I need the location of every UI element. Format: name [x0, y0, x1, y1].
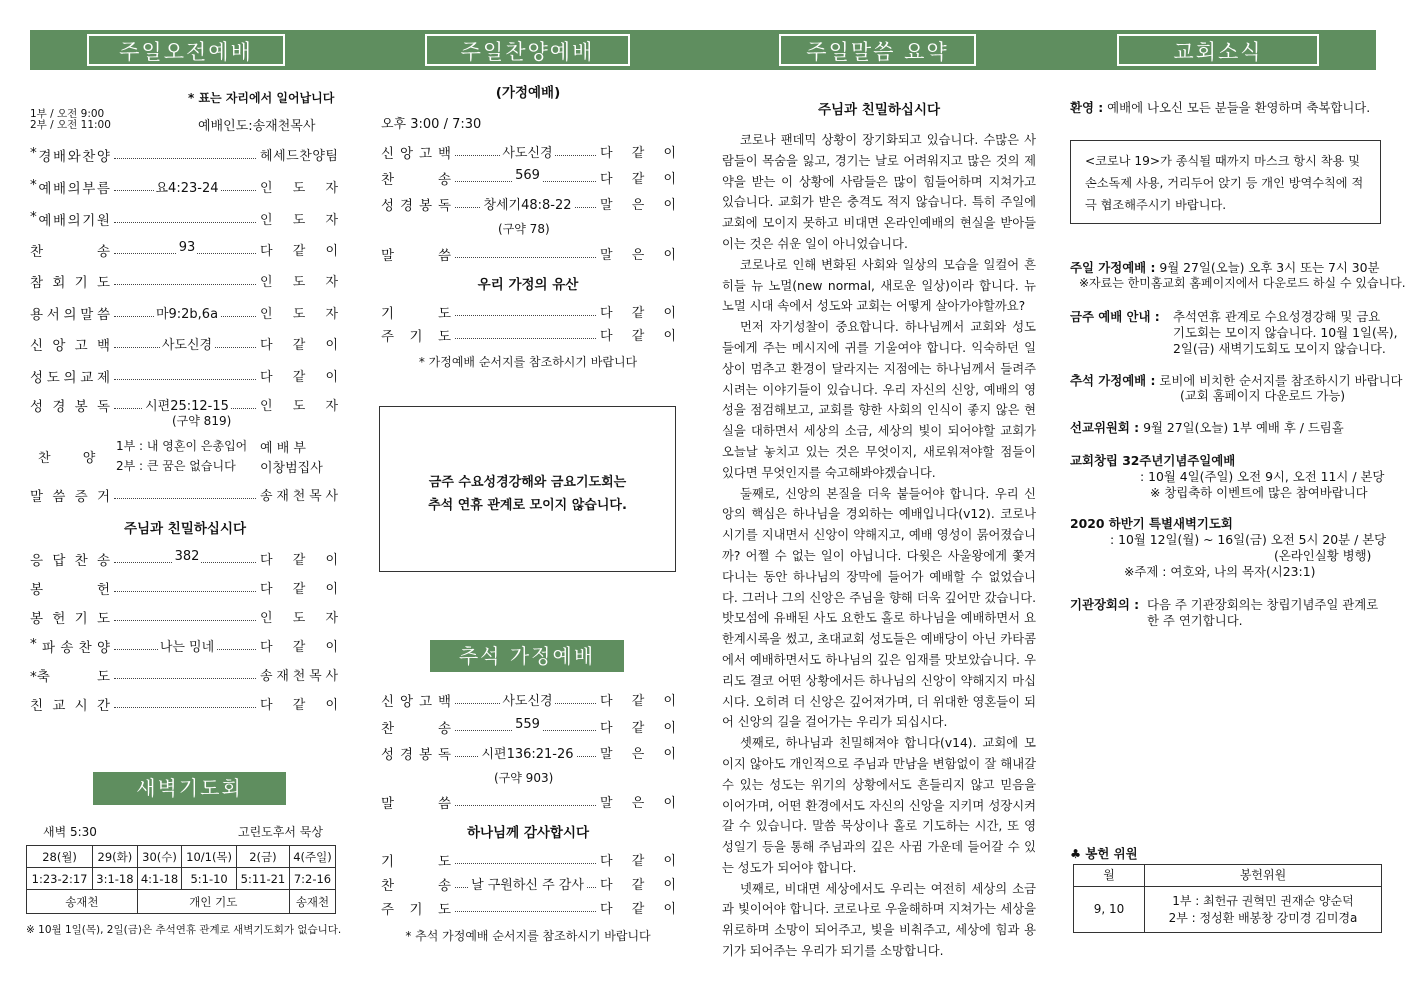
- choir-second: 2부 : 큰 꿈은 없습니다: [116, 459, 236, 473]
- dawn-day: 29(화): [93, 846, 138, 868]
- order-item-detail-text: 창세기48:8-22: [483, 198, 572, 213]
- dawn-schedule-table: [26, 845, 336, 914]
- sermon-paragraph: 코로나 팬데믹 상황이 장기화되고 있습니다. 수많은 사람들이 목숨을 잃고, 경기는 날로 어려워지고 많은 것의 제약을 받는 이 상황에 사람들은 많이 힘들어하며 지쳐가고 있습니다. 교회가 받은 충격도 적지 않습니다. 특히 주일에 교회에 모이지 못하고 비대면 온라인예배의 현실을 받아들이는 것은 쉬운 일이 아니었습니다.: [722, 133, 1036, 251]
- order-item-detail-text: 시편136:21-26: [481, 747, 574, 762]
- sermon-paragraph: 셋째로, 하나님과 친밀해져야 합니다(v14). 교회에 모이지 않아도 개인적으로 주님과 만남을 변함없이 잘 해내갈 수 있는 성도는 위기의 상황에서도 흔들리지 않고 믿음을 이어가며, 어떤 환경에서도 자신의 신앙을 지키며 성장시켜갈 수 있습니다. 말씀 묵상이나 홀로 기도하는 시간, 또 영성일기 등을 통해 주님과의 깊은 사귐 가운데 들어갈 수 있는 성도가 되어야 합니다.: [722, 736, 1036, 875]
- order-item: [378, 244, 678, 262]
- order-item-person: 다 같 이: [260, 640, 338, 655]
- order-item-person: 다 같 이: [600, 902, 676, 917]
- order-item-label: * 예 배 의 부 름: [30, 177, 110, 197]
- order-item: [378, 142, 678, 160]
- order-item: [30, 665, 340, 683]
- order-item-detail-text: 요4:23-24: [155, 181, 219, 196]
- order-item: [30, 303, 340, 321]
- order-item-label: 말 씀: [381, 248, 451, 264]
- order-item-label: 말 씀: [381, 796, 451, 812]
- order-item: [378, 792, 678, 810]
- order-item-person: 다 같 이: [600, 878, 676, 893]
- order-item: [378, 743, 678, 761]
- order-item-label: 찬 송: [30, 244, 110, 260]
- chuseok-news-text: 로비에 비치한 순서지를 참조하시기 바랍니다: [1159, 373, 1403, 388]
- family-worship-text: 9월 27일(오늘) 오후 3시 또는 7시 30분: [1159, 260, 1380, 275]
- sermon-paragraph: 넷째로, 비대면 세상에서도 우리는 여전히 세상의 소금과 빛이어야 합니다. 코로나로 우울해하며 지쳐가는 세상을 위로하며 소망이 되어주고, 빛을 비춰주고, 세상에 힘과 용기가 되어주는 우리가 되기를 소망합니다.: [722, 881, 1036, 959]
- order-item-detail: [114, 549, 260, 564]
- order-item-detail-text: 93: [178, 240, 196, 255]
- stand-note: * 표는 자리에서 일어납니다: [188, 91, 335, 105]
- offering-members: 1부 : 최헌규 권혁민 권재순 양순덕: [1172, 893, 1354, 908]
- morning-worship-column: [30, 80, 340, 760]
- order-item-detail: [455, 142, 600, 161]
- order-item: [30, 636, 340, 654]
- family-worship-subtitle: (가정예배): [495, 85, 561, 101]
- leader-dots: [455, 863, 596, 864]
- dawn-prayer-title: 새벽기도회: [93, 772, 286, 805]
- order-item: [378, 302, 678, 320]
- offering-month: 9, 10: [1074, 887, 1145, 933]
- leader-dots: [114, 222, 256, 223]
- leader-dots: [455, 805, 596, 806]
- order-item: [30, 271, 340, 289]
- order-item-label: * 예 배 의 기 원: [30, 209, 110, 229]
- sermon-paragraph: 코로나로 인해 변화된 사회와 일상의 모습을 일컬어 흔히들 뉴 노멀(new normal, 새로운 일상)이라 합니다. 뉴 노멀 시대 속에서 성도와 교회는 어떻게 살아가야할까요?: [722, 257, 1036, 314]
- order-item-person: 다 같 이: [600, 306, 676, 321]
- offering-title: ♣ 봉헌 위원: [1070, 846, 1138, 861]
- offering-head-members: 봉헌위원: [1145, 865, 1382, 887]
- order-item: [378, 717, 678, 735]
- sermon-title: 주님과 친밀하십시다: [123, 521, 247, 537]
- order-item: [378, 168, 678, 186]
- family-worship-label: 주일 가정예배 :: [1070, 260, 1156, 275]
- order-item-person: 다 같 이: [260, 338, 338, 353]
- sermon-summary-body: [722, 130, 1036, 959]
- chuseok-subtitle: 하나님께 감사합시다: [466, 825, 590, 841]
- anniversary-note: ※ 창립축하 이벤트에 많은 참여바랍니다: [1150, 485, 1368, 500]
- leader-dots: [114, 678, 256, 679]
- order-item: [30, 694, 340, 712]
- order-item-detail-text: 559: [515, 717, 540, 732]
- order-item-detail-text: 382: [174, 549, 200, 564]
- order-item-person: 인 도 자: [260, 275, 338, 290]
- mission-label: 선교위원회 :: [1070, 420, 1140, 435]
- order-item-person: 인 도 자: [260, 399, 338, 414]
- order-item: [30, 485, 340, 503]
- dawn-day: 30(수): [137, 846, 182, 868]
- order-item-label: 봉 헌 기 도: [30, 611, 110, 627]
- service-times: 1부 / 오전 9:00 2부 / 오전 11:00: [30, 108, 111, 131]
- order-item-detail: [114, 177, 260, 196]
- order-item-person: 인 도 자: [260, 611, 338, 626]
- dawn-leader: 개인 기도: [137, 890, 289, 914]
- this-week-line: 2일(금) 새벽기도회도 모이지 않습니다.: [1173, 341, 1386, 356]
- order-item-person: 인 도 자: [260, 307, 338, 322]
- order-item-label: *축 도: [30, 669, 110, 685]
- order-item-label: 기 도: [381, 854, 451, 870]
- reading-note: (구약 819): [172, 414, 232, 428]
- order-item-person: 다 같 이: [600, 694, 676, 709]
- order-item-detail: [114, 636, 260, 655]
- choir-label: 찬 양: [38, 451, 110, 466]
- leaders-meeting-label: 기관장회의 :: [1070, 597, 1140, 612]
- leader-dots: [455, 338, 596, 339]
- order-item: [30, 240, 340, 258]
- dawn-leader: 송재천: [27, 890, 138, 914]
- order-item-person: 다 같 이: [600, 721, 676, 736]
- order-item-person: 다 같 이: [260, 553, 338, 568]
- leader-dots: [455, 315, 596, 316]
- sermon-paragraph: 먼저 자기성찰이 중요합니다. 하나님께서 교회와 성도들에게 주는 메시지에 귀를 기울여야 합니다. 익숙하던 일상이 멈추고 환경이 달라지는 지점에는 하나님께서 들려주시려는 이야기들이 있습니다. 우리 자신의 신앙, 예배의 영성을 점검해보고, 교회를 향한 사회의 인식이 좋지 않은 현실을 대하면서 세상의 소금, 세상의 빛이 되어야할 교회가 오늘날 놓치고 있는 것은 무엇이지, 새로워져야할 점들이 있다면 무엇인지를 숙고해봐야겠습니다.: [722, 320, 1036, 480]
- chuseok-news-note: (교회 홈페이지 다운로드 가능): [1180, 388, 1346, 403]
- dawn-verse: 4:1-18: [137, 868, 182, 890]
- order-item-label: 성 경 봉 독: [381, 747, 451, 763]
- dawn-verse: 7:2-16: [289, 868, 335, 890]
- order-item-detail-text: 마9:2b,6a: [155, 307, 219, 322]
- order-item-detail: [455, 194, 600, 213]
- header-church-news: 교회소식: [1117, 34, 1319, 66]
- dawn-note: ※ 10월 1일(목), 2일(금)은 추석연휴 관계로 새벽기도회가 없습니다.: [26, 924, 342, 936]
- leader-dots: [114, 284, 256, 285]
- order-item: [30, 209, 340, 227]
- order-item-detail: [455, 717, 600, 732]
- order-item-detail-text: 사도신경: [502, 694, 553, 709]
- order-item-label: 신 앙 고 백: [30, 338, 110, 354]
- order-item-person: 다 같 이: [260, 698, 338, 713]
- anniversary-label: 교회창립 32주년기념주일예배: [1070, 453, 1236, 468]
- this-week-line: 기도회는 모이지 않습니다. 10월 1일(목),: [1173, 325, 1398, 340]
- order-item-label: * 파 송 찬 양: [30, 636, 110, 656]
- order-item-detail: [114, 334, 260, 353]
- order-item-detail-text: 나는 밍네: [159, 640, 215, 655]
- leaders-meeting-text: 한 주 연기합니다.: [1147, 613, 1243, 628]
- order-item: [378, 898, 678, 916]
- order-item-label: 성 도 의 교 제: [30, 370, 110, 386]
- chuseok-title: 추석 가정예배: [430, 640, 624, 672]
- order-item-person: 말 은 이: [600, 248, 676, 263]
- order-item-person: 다 같 이: [600, 146, 676, 161]
- header-sermon-summary: 주일말씀 요약: [779, 34, 976, 66]
- chuseok-column: [378, 680, 678, 950]
- leaders-meeting-text: 다음 주 기관장회의는 창립기념주일 관계로: [1147, 597, 1379, 612]
- special-dawn-text: : 10월 12일(월) ~ 16일(금) 오전 5시 20분 / 본당: [1110, 532, 1387, 547]
- dawn-book: 고린도후서 묵상: [238, 825, 323, 839]
- dawn-day: 2(금): [236, 846, 289, 868]
- leader-dots: [114, 591, 256, 592]
- notice-box: 금주 수요성경강해와 금요기도회는 추석 연휴 관계로 모이지 않습니다.: [379, 406, 676, 572]
- order-item-person: 인 도 자: [260, 181, 338, 196]
- order-item-label: 성 경 봉 독: [30, 399, 110, 415]
- leader-dots: [114, 707, 256, 708]
- order-item-label: 찬 송: [381, 878, 451, 894]
- order-item-detail-text: 시편25:12-15: [145, 399, 229, 414]
- order-item-person: 송 재 천 목 사: [260, 489, 338, 504]
- choir-second-person: 이창범집사: [260, 461, 323, 476]
- anniversary-text: : 10월 4일(주일) 오전 9시, 오전 11시 / 본당: [1140, 469, 1385, 484]
- order-item: [378, 194, 678, 212]
- order-item-label: 말 씀 증 거: [30, 489, 110, 505]
- order-item-person: 다 같 이: [600, 172, 676, 187]
- welcome-text: 예배에 나오신 모든 분들을 환영하며 축복합니다.: [1107, 100, 1371, 115]
- order-item-person: 말 은 이: [600, 796, 676, 811]
- choir-first-person: 예 배 부: [260, 441, 306, 456]
- order-item-person: 다 같 이: [260, 582, 338, 597]
- order-item-label: 봉 헌: [30, 582, 110, 598]
- offering-head-month: 월: [1074, 865, 1145, 887]
- special-dawn-label: 2020 하반기 특별새벽기도회: [1070, 516, 1233, 531]
- leader-dots: [455, 911, 596, 912]
- order-item: [378, 325, 678, 343]
- special-dawn-theme: ※주제 : 여호와, 나의 목자(시23:1): [1124, 564, 1316, 579]
- order-item-label: 신 앙 고 백: [381, 694, 451, 710]
- choir-first: 1부 : 내 영혼이 은총입어: [116, 439, 248, 453]
- leader-dots: [114, 158, 256, 159]
- order-item-detail: [114, 303, 260, 322]
- dawn-leader: 송재천: [289, 890, 335, 914]
- mission-text: 9월 27일(오늘) 1부 예배 후 / 드림홀: [1143, 420, 1344, 435]
- order-item-person: 인 도 자: [260, 213, 338, 228]
- order-item: [30, 549, 340, 567]
- order-item: [30, 578, 340, 596]
- order-item-label: 용 서 의 말 씀: [30, 307, 110, 323]
- dawn-time: 새벽 5:30: [43, 825, 97, 839]
- chuseok-note: * 추석 가정예배 순서지를 참조하시기 바랍니다: [405, 929, 651, 943]
- order-item-person: 다 같 이: [260, 370, 338, 385]
- order-item: [30, 145, 340, 163]
- order-item-person: 다 같 이: [600, 854, 676, 869]
- sermon-paragraph: 둘째로, 신앙의 본질을 더욱 붙들어야 합니다. 우리 신앙의 핵심은 하나님을 경외하는 예배입니다(v12). 코로나 시기를 지내면서 신앙이 약해지고, 예배 영성이 묽어졌습니까? 어쩔 수 없는 일이 아닙니다. 다윗은 사울왕에게 쫓겨다니는 동안 하나님의 장막에 들어가 예배할 수 없었습니다. 그러나 그의 신앙은 주님을 향해 더욱 깊어만 갔습니다. 밧모섬에 유배된 사도 요한도 홀로 하나님을 예배하면서 요한계시록을 썼고, 초대교회 성도들은 예배당이 아닌 카타콤에서 예배하면서도 하나님의 깊은 임재를 맛보았습니다. 우리도 결코 어떤 상황에서든 하나님의 신앙이 약해지지 마십시다. 오히려 더 신앙은 깊어져가며, 더 위대한 영혼들이 되어 신앙의 길을 걸어가는 우리가 되십시다.: [722, 486, 1036, 730]
- leader-dots: [114, 620, 256, 621]
- order-item-detail: [455, 168, 600, 183]
- header-morning-worship: 주일오전예배: [87, 34, 285, 66]
- special-dawn-online: (온라인실황 병행): [1274, 548, 1372, 563]
- order-item-detail-text: 사도신경: [161, 338, 213, 353]
- dawn-verse: 5:11-21: [236, 868, 289, 890]
- order-item-label: 찬 송: [381, 172, 451, 188]
- order-item-label: 친 교 시 간: [30, 698, 110, 714]
- welcome-label: 환영 :: [1070, 100, 1104, 115]
- order-item-label: * 경 배 와 찬 양: [30, 145, 110, 165]
- order-item: [378, 690, 678, 708]
- order-item-label: 참 회 기 도: [30, 275, 110, 291]
- praise-reading-note: (구약 78): [498, 222, 550, 236]
- news-column: [1070, 0, 1406, 992]
- praise-time: 오후 3:00 / 7:30: [381, 117, 482, 132]
- order-item-label: 성 경 봉 독: [381, 198, 451, 214]
- offering-table: [1073, 864, 1382, 933]
- order-item-person: 다 같 이: [600, 329, 676, 344]
- order-item-label: 응 답 찬 송: [30, 553, 110, 569]
- order-item-detail: [114, 240, 260, 255]
- praise-title: 우리 가정의 유산: [477, 277, 579, 293]
- leader-dots: [114, 498, 256, 499]
- order-item-detail-text: 날 구원하신 주 감사: [471, 878, 584, 893]
- order-item-detail-text: 사도신경: [502, 146, 553, 161]
- order-item: [378, 850, 678, 868]
- order-item-person: 말 은 이: [600, 198, 676, 213]
- offering-members: 2부 : 정성환 배봉창 강미경 김미경a: [1168, 910, 1358, 925]
- chuseok-news-label: 추석 가정예배 :: [1070, 373, 1156, 388]
- dawn-day: 28(월): [27, 846, 93, 868]
- praise-note: * 가정예배 순서지를 참조하시기 바랍니다: [418, 355, 638, 369]
- order-item-label: 주 기 도: [381, 329, 451, 345]
- sermon-summary-title: 주님과 친밀하십시다: [817, 102, 941, 118]
- leader-dots: [455, 257, 596, 258]
- dawn-day: 4(주일): [289, 846, 335, 868]
- order-item-label: 신 앙 고 백: [381, 146, 451, 162]
- header-praise-worship: 주일찬양예배: [425, 34, 630, 66]
- order-item-detail-text: 569: [515, 168, 540, 183]
- order-item-person: 말 은 이: [600, 747, 676, 762]
- order-item-label: 기 도: [381, 306, 451, 322]
- order-item: [30, 177, 340, 195]
- worship-leader: 예배인도:송재천목사: [198, 119, 316, 134]
- order-item-person: 헤 세 드 찬 양 팀: [260, 149, 338, 164]
- order-item: [378, 874, 678, 892]
- dawn-verse: 5:1-10: [182, 868, 237, 890]
- dawn-verse: 3:1-18: [93, 868, 138, 890]
- order-item-detail: [455, 743, 600, 762]
- leader-dots: [114, 379, 256, 380]
- dawn-day: 10/1(목): [182, 846, 237, 868]
- order-item: [30, 395, 340, 413]
- order-item-label: 주 기 도: [381, 902, 451, 918]
- order-item-detail: [455, 874, 600, 893]
- order-item: [30, 366, 340, 384]
- order-item-label: 찬 송: [381, 721, 451, 737]
- order-item-person: 송 재 천 목 사: [260, 669, 338, 684]
- family-worship-note: ※자료는 한미홈교회 홈페이지에서 다운로드 하실 수 있습니다.: [1079, 276, 1406, 290]
- dawn-verse: 1:23-2:17: [27, 868, 93, 890]
- this-week-label: 금주 예배 안내 :: [1070, 309, 1160, 324]
- chuseok-reading-note: (구약 903): [494, 771, 554, 785]
- covid-notice-box: <코로나 19>가 종식될 때까지 마스크 항시 착용 및 손소독제 사용, 거리두어 앉기 등 개인 방역수칙에 적극 협조해주시기 바랍니다.: [1070, 140, 1381, 224]
- this-week-line: 추석연휴 관계로 수요성경강해 및 금요: [1173, 309, 1381, 324]
- order-item: [30, 334, 340, 352]
- order-item-detail: [455, 690, 600, 709]
- order-item: [30, 607, 340, 625]
- order-item-person: 다 같 이: [260, 244, 338, 259]
